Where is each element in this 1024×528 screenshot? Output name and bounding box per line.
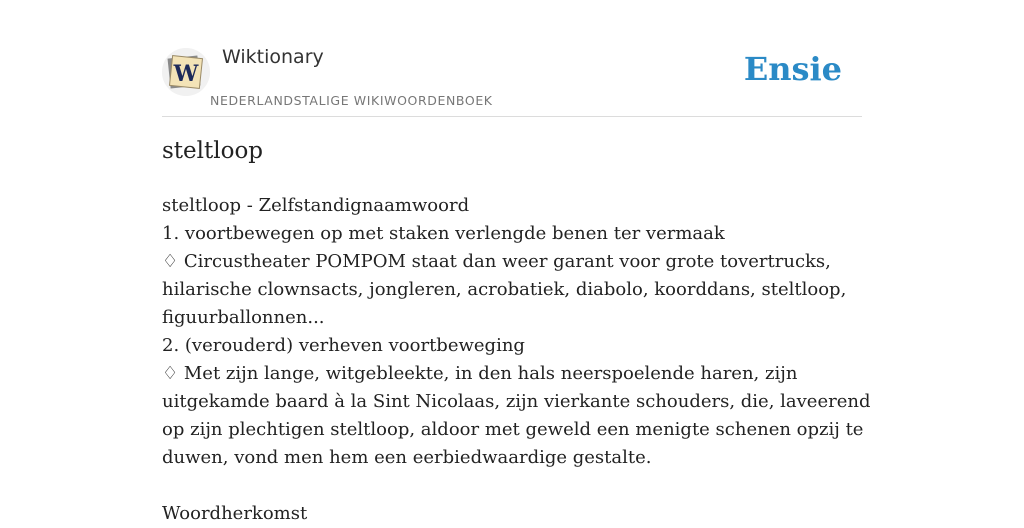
word-class-line: steltloop - Zelfstandignaamwoord	[162, 195, 470, 216]
entry-content	[162, 192, 872, 528]
ensie-brand-link[interactable]: Ensie	[743, 50, 842, 88]
definition-1: 1. voortbewegen op met staken verlengde benen ter vermaak	[162, 223, 725, 244]
site-header	[162, 40, 862, 117]
entry-title: steltloop	[162, 138, 264, 164]
wiktionary-logo-icon[interactable]	[162, 48, 210, 96]
logo-letter: W	[173, 61, 199, 87]
site-title-link[interactable]: Wiktionary	[222, 46, 324, 68]
example-2: ♢ Met zijn lange, witgebleekte, in den hals neerspoelende haren, zijn uitgekamde baard à la Sint Nicolaas, zijn vierkante schouders, die, laveerend op zijn plechtigen steltloop, aldoor met geweld een menigte schenen opzij te duwen, vond men hem een eerbiedwaardige gestalte.	[162, 363, 871, 468]
example-1: ♢ Circustheater POMPOM staat dan weer garant voor grote tovertrucks, hilarische clownsacts, jongleren, acrobatiek, diabolo, koorddans, steltloop, figuurballonnen...	[162, 251, 847, 328]
site-subtitle: NEDERLANDSTALIGE WIKIWOORDENBOEK	[210, 93, 493, 108]
etymology-heading: Woordherkomst	[162, 503, 308, 524]
section-spacer	[162, 472, 872, 500]
definition-2: 2. (verouderd) verheven voortbeweging	[162, 335, 525, 356]
